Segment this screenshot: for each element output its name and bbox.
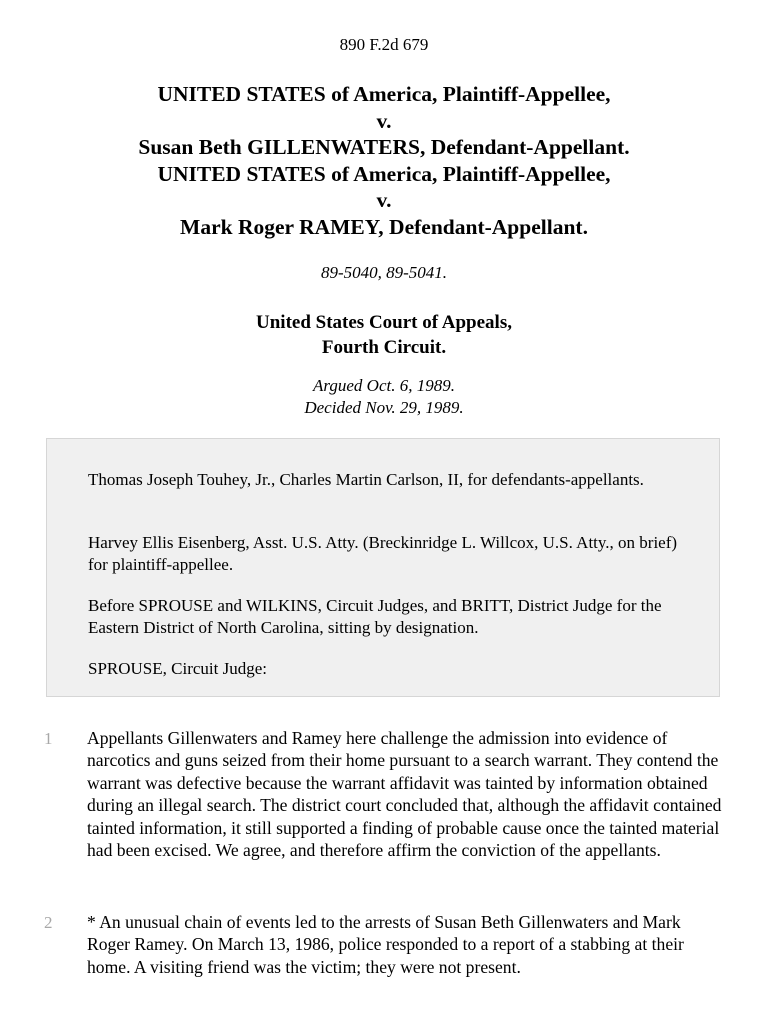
opinion-author: SPROUSE, Circuit Judge:	[88, 659, 267, 678]
panel-judges: Before SPROUSE and WILKINS, Circuit Judges, and BRITT, District Judge for the Eastern District of North Carolina, sitting by designation.	[88, 596, 662, 637]
paragraph-text: Appellants Gillenwaters and Ramey here challenge the admission into evidence of narcotics and guns seized from their home pursuant to a search warrant. They contend the warrant was defective because the warrant affidavit was tainted by information obtained during an illegal search. The district court concluded that, although the affidavit contained tainted information, it still supported a finding of probable cause once the tainted material had been excised. We agree, and therefore affirm the conviction of the appellants.	[87, 728, 722, 861]
caption-defendant-2: Mark Roger RAMEY, Defendant-Appellant.	[180, 214, 588, 239]
caption-versus-1: v.	[376, 108, 392, 133]
paragraph-number: 1	[44, 729, 53, 748]
counsel-defendants: Thomas Joseph Touhey, Jr., Charles Martin Carlson, II, for defendants-appellants.	[88, 470, 644, 489]
decided-date: Decided Nov. 29, 1989.	[304, 398, 464, 417]
paragraph-number: 2	[44, 913, 53, 932]
docket-numbers: 89-5040, 89-5041.	[320, 263, 448, 282]
caption-versus-2: v.	[376, 188, 392, 212]
counsel-panel	[46, 438, 720, 697]
argued-date: Argued Oct. 6, 1989.	[313, 376, 455, 395]
paragraph-text: * An unusual chain of events led to the arrests of Susan Beth Gillenwaters and Mark Roger Ramey. On March 13, 1986, police responded to a report of a stabbing at their home. A visiting friend was the victim; they were not present.	[87, 912, 684, 977]
case-dates	[0, 375, 768, 419]
court-name	[0, 310, 768, 360]
caption-plaintiff-2: UNITED STATES of America, Plaintiff-Appellee,	[157, 161, 611, 186]
counsel-plaintiff: Harvey Ellis Eisenberg, Asst. U.S. Atty. (Breckinridge L. Willcox, U.S. Atty., on brief) for plaintiff-appellee.	[88, 533, 678, 574]
case-caption	[0, 81, 768, 240]
court-name-line-2: Fourth Circuit.	[321, 337, 447, 358]
caption-plaintiff-1: UNITED STATES of America, Plaintiff-Appellee,	[157, 82, 611, 106]
case-citation: 890 F.2d 679	[339, 35, 429, 54]
caption-defendant-1: Susan Beth GILLENWATERS, Defendant-Appellant.	[138, 135, 630, 159]
court-name-line-1: United States Court of Appeals,	[256, 312, 512, 333]
